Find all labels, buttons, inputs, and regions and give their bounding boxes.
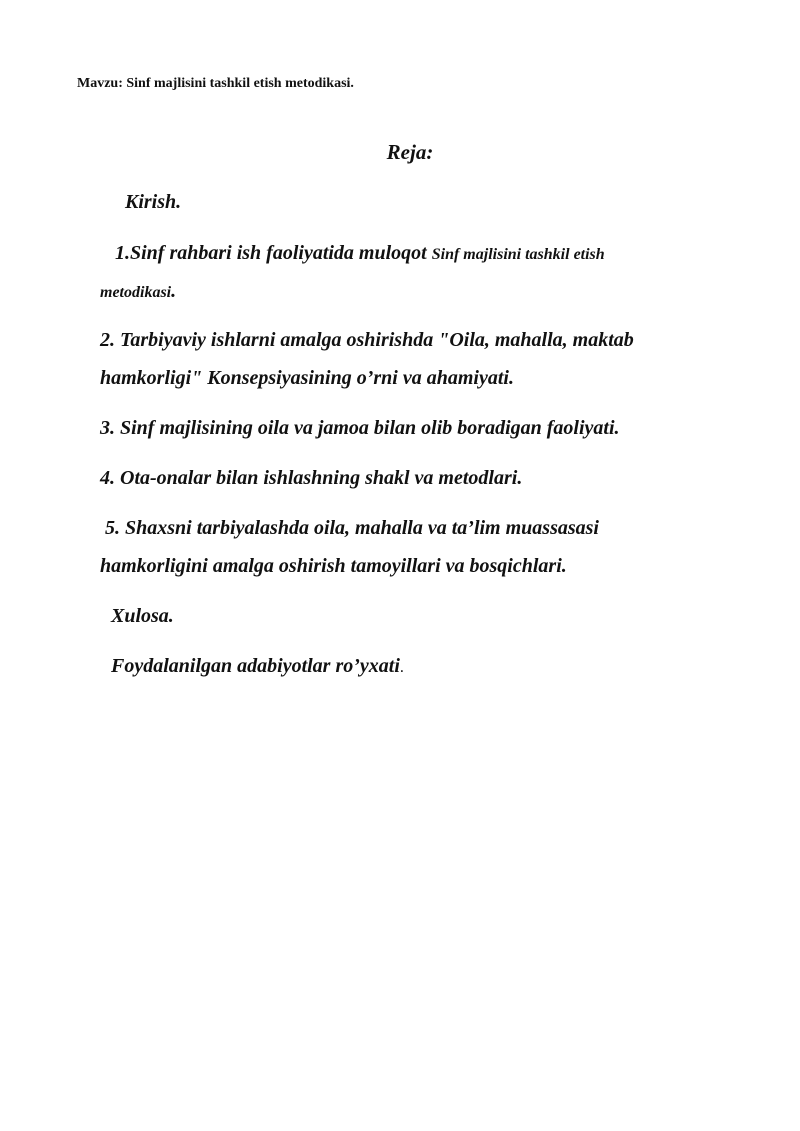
plan-item-intro: Kirish.: [125, 191, 182, 213]
plan-item-4: 4. Ota-onalar bilan ishlashning shakl va metodlari.: [100, 467, 523, 489]
plan-item-1-end-mark: .: [171, 280, 177, 302]
plan-item-references-text: Foydalanilgan adabiyotlar ro’yxati: [111, 655, 400, 677]
document-topic: Mavzu: Sinf majlisini tashkil etish metodikasi.: [77, 76, 354, 91]
plan-item-1-line-1: [115, 235, 605, 273]
plan-item-references: [111, 648, 404, 686]
plan-item-2-line-1: 2. Tarbiyaviy ishlarni amalga oshirishda "Oila, mahalla, maktab: [100, 329, 634, 351]
plan-item-5-line-2: hamkorligini amalga oshirish tamoyillari va bosqichlari.: [100, 555, 567, 577]
plan-item-2-line-2: hamkorligi" Konsepsiyasining o’rni va ahamiyati.: [100, 367, 514, 389]
plan-item-3: 3. Sinf majlisining oila va jamoa bilan olib boradigan faoliyati.: [100, 417, 620, 439]
plan-item-1-continuation: metodikasi: [100, 284, 172, 301]
plan-item-5-line-1: 5. Shaxsni tarbiyalashda oila, mahalla va ta’lim muassasasi: [105, 517, 599, 539]
plan-item-references-end-mark: .: [399, 659, 404, 676]
plan-heading: Reja:: [386, 140, 434, 164]
plan-item-conclusion: Xulosa.: [111, 605, 174, 627]
plan-item-1-small-text: Sinf majlisini tashkil etish: [431, 246, 605, 263]
plan-item-1-main-text: 1.Sinf rahbari ish faoliyatida muloqot: [115, 242, 427, 264]
plan-item-1-line-2: [100, 273, 176, 311]
